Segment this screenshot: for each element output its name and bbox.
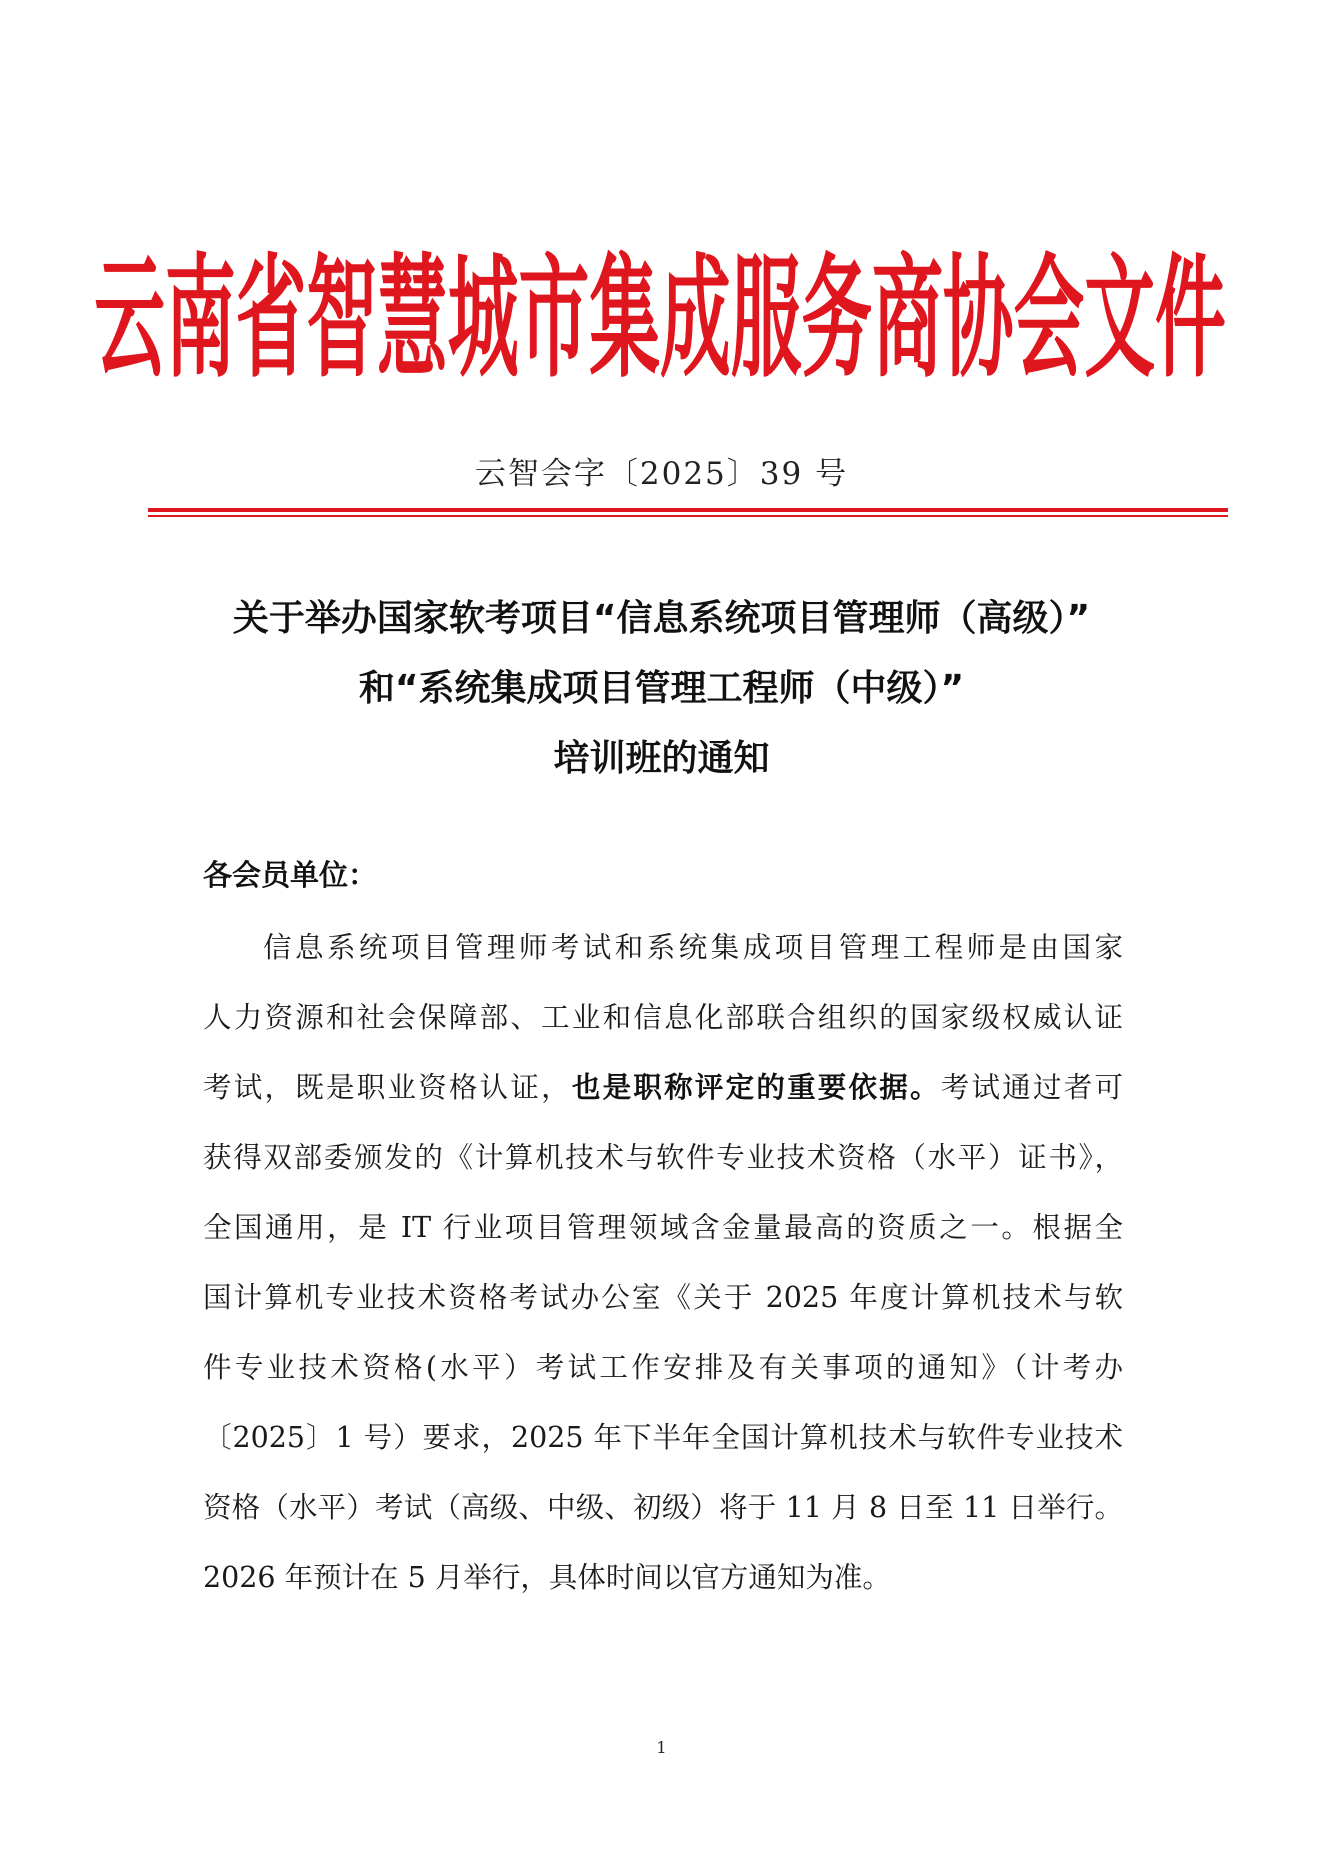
masthead: [94, 218, 1226, 398]
body-line-3-emphasis: 也是职称评定的重要依据。: [571, 1071, 941, 1104]
masthead-title: 云南省智慧城市集成服务商协会文件: [94, 242, 1226, 397]
document-number: 云智会字〔2025〕39 号: [474, 456, 849, 492]
red-divider-thick: [148, 508, 1228, 512]
body-line-3-end: 考试通过者可: [940, 1071, 1123, 1104]
body-line-7: 件专业技术资格(水平）考试工作安排及有关事项的通知》（计考办: [203, 1351, 1123, 1384]
salutation: 各会员单位：: [203, 858, 378, 892]
body-line-3: [203, 1068, 1123, 1108]
body-line-4: 获得双部委颁发的《计算机技术与软件专业技术资格（水平）证书》，: [203, 1141, 1123, 1174]
body-line-8: 〔2025〕1 号）要求，2025 年下半年全国计算机技术与软件专业技术: [203, 1421, 1123, 1454]
red-divider-thin: [148, 515, 1228, 517]
title-line-2: 和“系统集成项目管理工程师（中级）”: [358, 668, 965, 709]
title-line-1: 关于举办国家软考项目“信息系统项目管理师（高级）”: [232, 598, 1091, 639]
body-line-1: 信息系统项目管理师考试和系统集成项目管理工程师是由国家: [263, 931, 1123, 964]
body-line-3-start: 考试，既是职业资格认证，: [203, 1071, 572, 1104]
body-line-2: 人力资源和社会保障部、工业和信息化部联合组织的国家级权威认证: [203, 1001, 1123, 1034]
body-line-5: 全国通用，是 IT 行业项目管理领域含金量最高的资质之一。根据全: [203, 1211, 1123, 1244]
body-line-6: 国计算机专业技术资格考试办公室《关于 2025 年度计算机技术与软: [203, 1281, 1123, 1314]
body-line-10: 2026 年预计在 5 月举行，具体时间以官方通知为准。: [203, 1561, 891, 1594]
page-number: 1: [656, 1738, 667, 1757]
title-line-3: 培训班的通知: [553, 738, 770, 779]
body-line-9: 资格（水平）考试（高级、中级、初级）将于 11 月 8 日至 11 日举行。: [203, 1491, 1123, 1524]
